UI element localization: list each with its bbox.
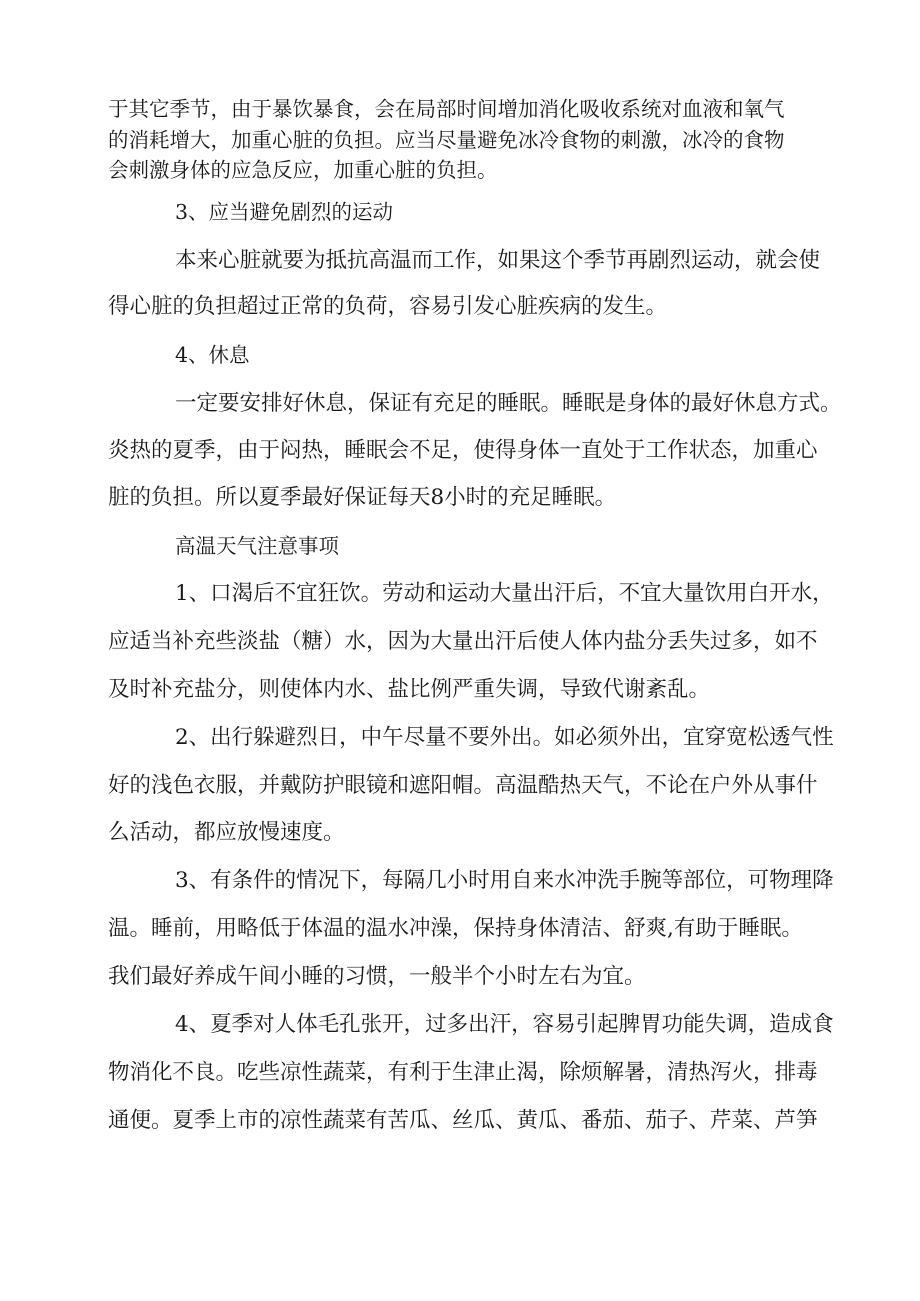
body-text-line: 的消耗增大，加重心脏的负担。应当尽量避免冰冷食物的刺激，冰冷的食物 [108,128,785,152]
body-text-line: 炎热的夏季，由于闷热，睡眠会不足，使得身体一直处于工作状态，加重心 [108,438,818,463]
section-heading: 高温天气注意事项 [175,534,339,558]
body-text-line: 应适当补充些淡盐（糖）水，因为大量出汗后使人体内盐分丢失过多，如不 [108,629,818,654]
body-text-line: 1、口渴后不宜狂饮。劳动和运动大量出汗后，不宜大量饮用白开水， [175,581,834,606]
section-heading: 4、休息 [175,343,250,367]
section-heading: 3、应当避免剧烈的运动 [175,200,394,224]
body-text-line: 及时补充盐分，则使体内水、盐比例严重失调，导致代谢紊乱。 [108,677,711,702]
body-text-line: 于其它季节，由于暴饮暴食，会在局部时间增加消化吸收系统对血液和氧气 [108,97,785,121]
body-text-line: 温。睡前，用略低于体温的温水冲澡，保持身体清洁、舒爽,有助于睡眠。 [108,916,803,941]
body-text-line: 会刺激身体的应急反应，加重心脏的负担。 [108,158,498,182]
body-text-line: 4、夏季对人体毛孔张开，过多出汗，容易引起脾胃功能失调，造成食 [175,1012,834,1037]
body-text-line: 2、出行躲避烈日，中午尽量不要外出。如必须外出，宜穿宽松透气性 [175,725,834,750]
body-text-line: 得心脏的负担超过正常的负荷，容易引发心脏疾病的发生。 [108,294,668,319]
body-text-line: 3、有条件的情况下，每隔几小时用自来水冲洗手腕等部位，可物理降 [175,868,834,893]
body-text-line: 物消化不良。吃些凉性蔬菜，有利于生津止渴，除烦解暑，清热泻火，排毒 [108,1060,818,1085]
body-text-line: 我们最好养成午间小睡的习惯，一般半个小时左右为宜。 [108,964,646,989]
body-text-line: 一定要安排好休息，保证有充足的睡眠。睡眠是身体的最好休息方式。 [175,391,842,416]
body-text-line: 好的浅色衣服，并戴防护眼镜和遮阳帽。高温酷热天气，不论在户外从事什 [108,773,818,798]
body-text-line: 么活动，都应放慢速度。 [108,820,345,845]
body-text-line: 通便。夏季上市的凉性蔬菜有苦瓜、丝瓜、黄瓜、番茄、茄子、芹菜、芦笋 [108,1108,818,1133]
body-text-line: 脏的负担。所以夏季最好保证每天8小时的充足睡眠。 [108,485,617,510]
body-text-line: 本来心脏就要为抵抗高温而工作，如果这个季节再剧烈运动，就会使 [175,248,821,273]
